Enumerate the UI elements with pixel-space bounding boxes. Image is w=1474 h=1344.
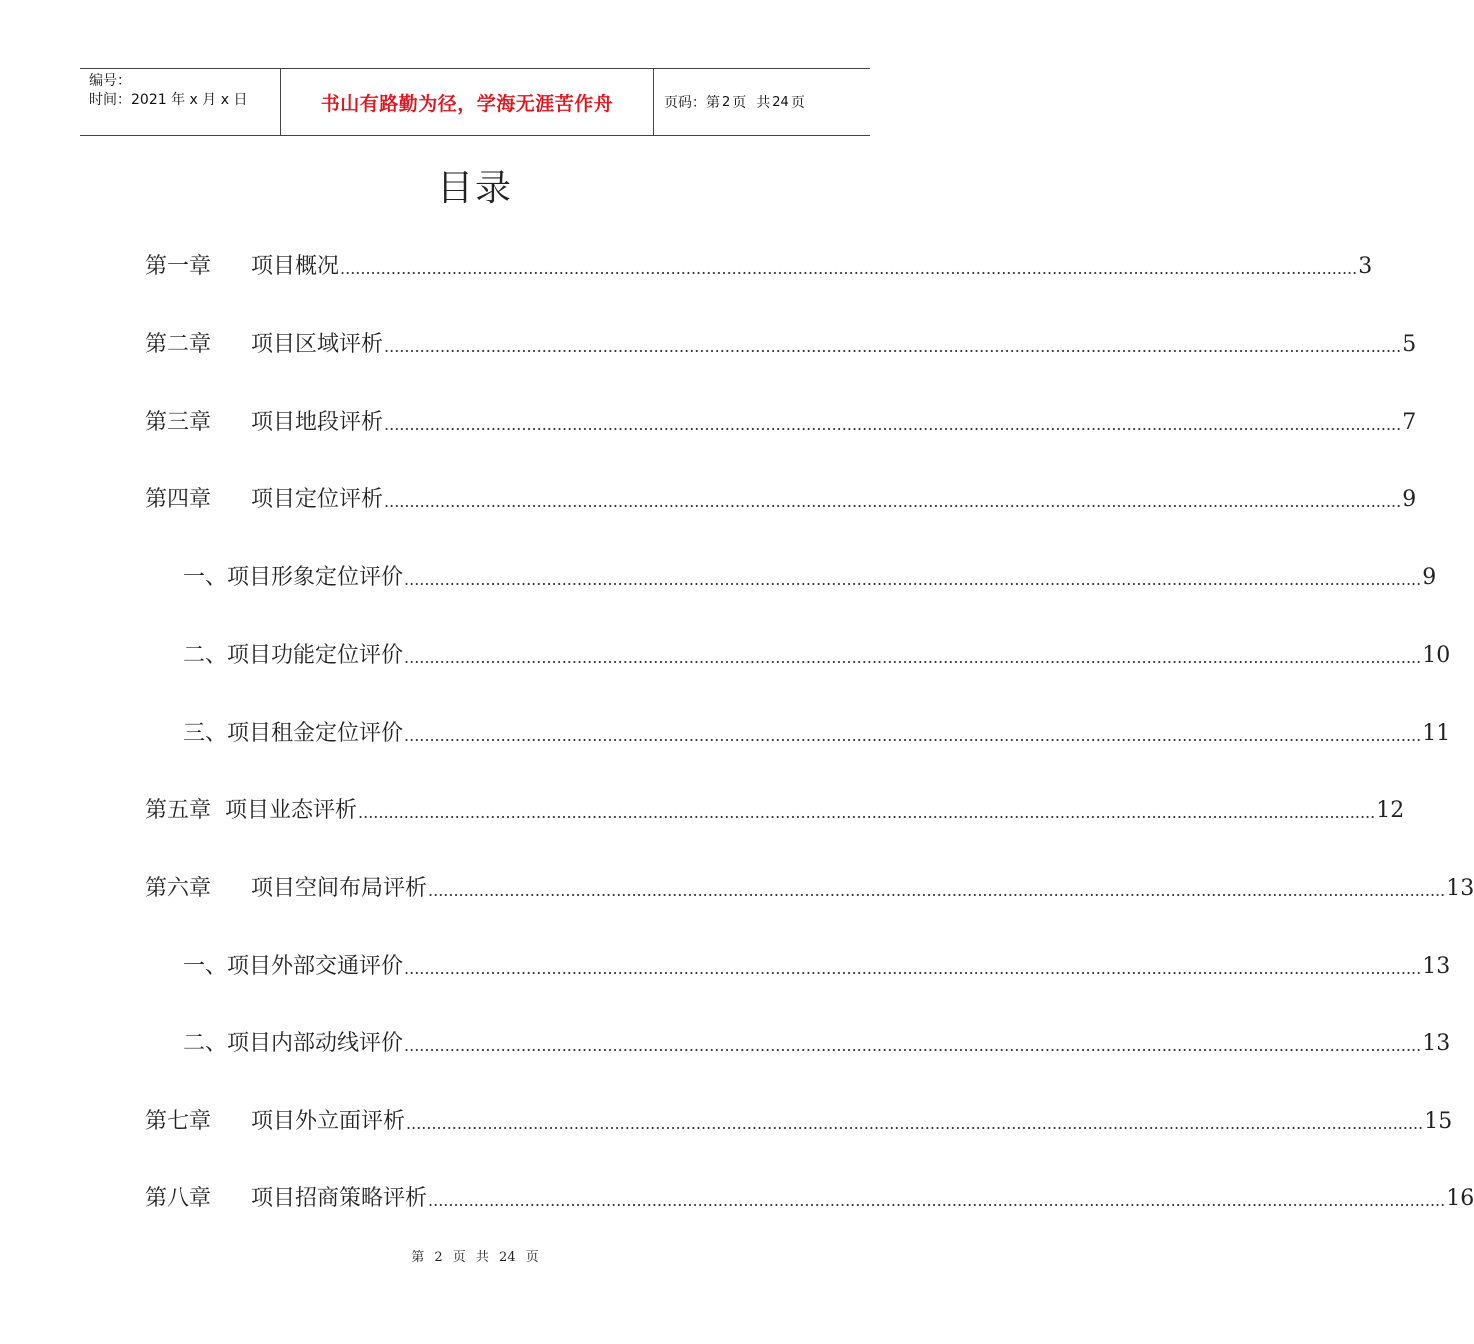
header-meta [80, 69, 281, 135]
toc-page-number: 13 [1446, 876, 1474, 901]
toc-title: 项目外部交通评价 [227, 954, 404, 979]
toc-title: 项目租金定位评价 [227, 721, 404, 746]
toc-label: 第五章 [145, 798, 212, 823]
page-total: 24 [772, 94, 789, 110]
toc-title: 项目地段评析 [251, 410, 384, 435]
toc-label: 第三章 [145, 410, 212, 435]
toc-page-number: 15 [1424, 1109, 1453, 1134]
page-prefix: 页码：第 [664, 95, 720, 111]
toc-leader: ........................................................................................................................................................................................................ [358, 803, 1376, 822]
page-total-prefix: 共 [756, 95, 771, 111]
page-current: 2 [722, 94, 731, 110]
toc-leader: ........................................................................................................................................................................................................ [406, 1114, 1424, 1133]
page-suffix: 页 [790, 95, 805, 111]
toc-page-number: 10 [1422, 643, 1451, 668]
toc-title: 项目形象定位评价 [227, 565, 404, 590]
toc-page-number: 13 [1422, 1031, 1451, 1056]
toc-leader: ........................................................................................................................................................................................................ [384, 415, 1402, 434]
header-motto: 书山有路勤为径，学海无涯苦作舟 [281, 69, 654, 135]
toc-entry[interactable] [145, 1182, 1474, 1216]
toc-entry[interactable] [145, 406, 1417, 440]
toc-entry[interactable] [183, 1027, 1451, 1061]
toc-entry[interactable] [183, 717, 1451, 751]
page-footer: 第 2 页 共 24 页 [411, 1250, 539, 1265]
toc-entry[interactable] [183, 561, 1437, 595]
toc-leader: ........................................................................................................................................................................................................ [428, 881, 1446, 900]
toc-page-number: 12 [1376, 798, 1405, 823]
toc-page-number: 11 [1422, 721, 1451, 746]
toc-entry[interactable] [145, 328, 1417, 362]
toc-title: 项目定位评析 [251, 487, 384, 512]
toc-label: 二、 [183, 643, 228, 668]
toc-label: 第四章 [145, 487, 212, 512]
toc-title: 项目区域评析 [251, 332, 384, 357]
toc-label: 第六章 [145, 876, 212, 901]
page-header [80, 68, 870, 136]
toc-page-number: 5 [1402, 332, 1417, 357]
toc-page-number: 9 [1422, 565, 1437, 590]
page-title: 目录 [436, 168, 513, 209]
toc-leader: ........................................................................................................................................................................................................ [404, 648, 1422, 667]
time-label: 时间：2021 年 x 月 x 日 [89, 92, 248, 108]
toc-page-number: 3 [1358, 254, 1373, 279]
toc-label: 第二章 [145, 332, 212, 357]
serial-label: 编号： [89, 73, 131, 89]
toc-label: 第八章 [145, 1186, 212, 1211]
toc-title: 项目空间布局评析 [251, 876, 428, 901]
toc-label: 一、 [183, 954, 228, 979]
toc-leader: ........................................................................................................................................................................................................ [404, 726, 1422, 745]
toc-entry[interactable] [145, 794, 1405, 828]
header-page-info [654, 69, 870, 135]
toc-entry[interactable] [145, 1105, 1453, 1139]
toc-leader: ........................................................................................................................................................................................................ [384, 492, 1402, 511]
toc-page-number: 7 [1402, 410, 1417, 435]
toc-title: 项目招商策略评析 [251, 1186, 428, 1211]
toc-label: 三、 [183, 721, 228, 746]
toc-title: 项目内部动线评价 [227, 1031, 404, 1056]
toc-entry[interactable] [145, 483, 1417, 517]
toc-leader: ........................................................................................................................................................................................................ [404, 570, 1422, 589]
toc-label: 第七章 [145, 1109, 212, 1134]
toc-leader: ........................................................................................................................................................................................................ [404, 959, 1422, 978]
toc-page-number: 16 [1446, 1186, 1474, 1211]
toc-page-number: 9 [1402, 487, 1417, 512]
toc-title: 项目概况 [251, 254, 340, 279]
toc-entry[interactable] [183, 950, 1451, 984]
toc-entry[interactable] [183, 639, 1451, 673]
toc-label: 二、 [183, 1031, 228, 1056]
toc-label: 一、 [183, 565, 228, 590]
toc-title: 项目外立面评析 [251, 1109, 406, 1134]
toc-title: 项目功能定位评价 [227, 643, 404, 668]
toc-label: 第一章 [145, 254, 212, 279]
toc-leader: ........................................................................................................................................................................................................ [404, 1036, 1422, 1055]
page-mid: 页 [732, 95, 747, 111]
toc-leader: ........................................................................................................................................................................................................ [384, 337, 1402, 356]
toc-leader: ........................................................................................................................................................................................................ [340, 259, 1358, 278]
toc-entry[interactable] [145, 872, 1474, 906]
toc-entry[interactable] [145, 250, 1373, 284]
toc-leader: ........................................................................................................................................................................................................ [428, 1191, 1446, 1210]
toc-page-number: 13 [1422, 954, 1451, 979]
toc-title: 项目业态评析 [225, 798, 358, 823]
